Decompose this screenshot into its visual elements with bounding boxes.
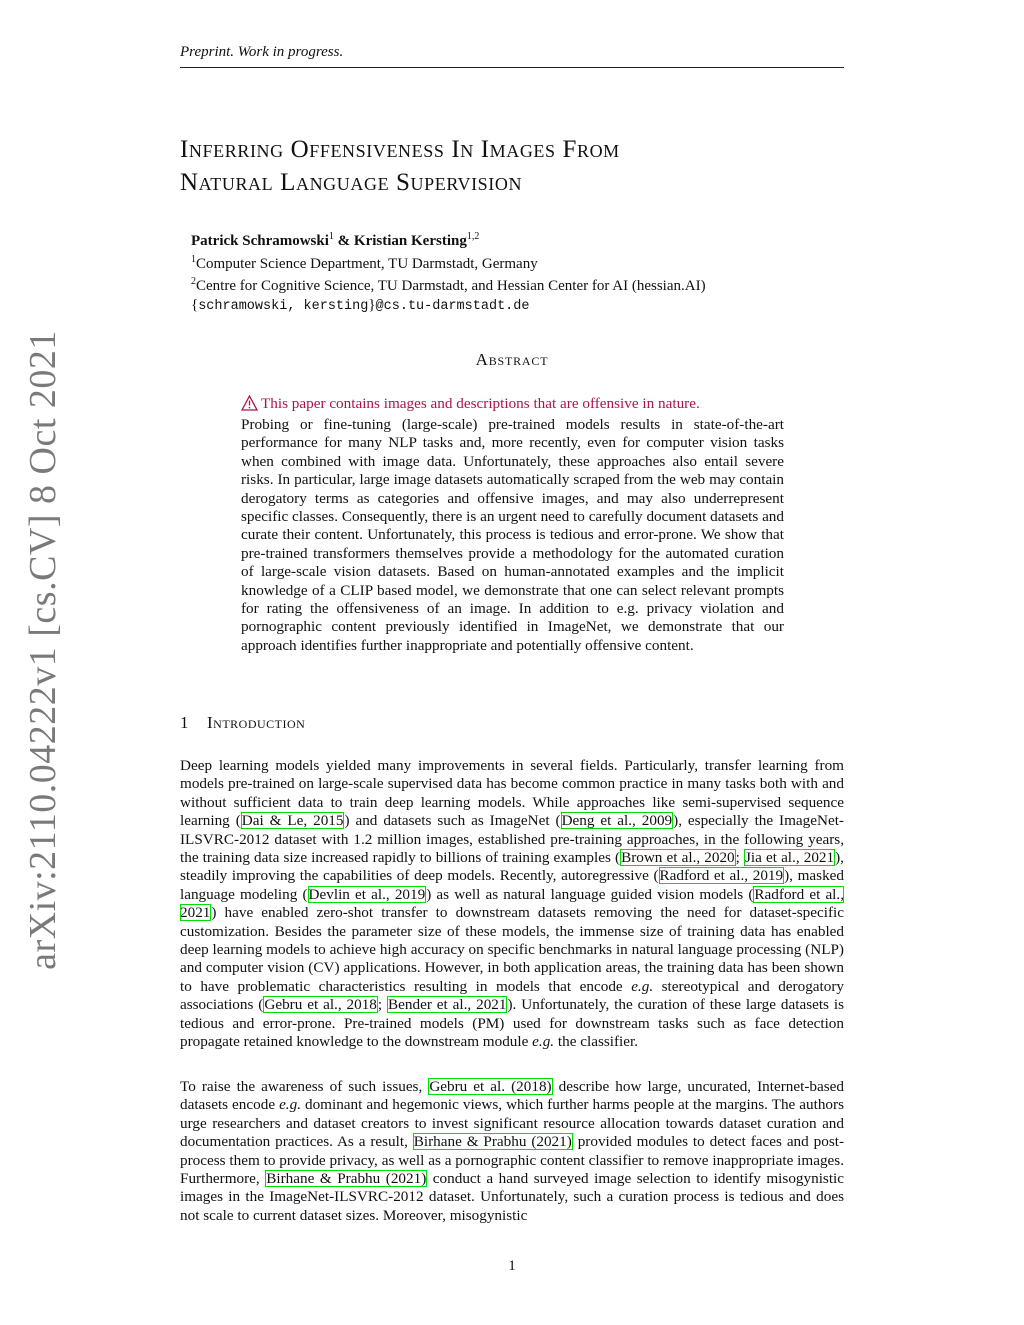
title-line-2: Natural Language Supervision xyxy=(180,169,523,196)
abstract-heading: Abstract xyxy=(475,350,549,369)
title-line-1: Inferring Offensiveness In Images From xyxy=(180,136,620,163)
text-run: ; xyxy=(377,996,388,1014)
citation-link[interactable]: Gebru et al., 2018 xyxy=(264,996,377,1014)
affiliation-1 xyxy=(191,251,706,274)
text-run: ; xyxy=(735,849,744,867)
text-run: To raise the awareness of such issues, xyxy=(180,1078,429,1095)
abstract-body: Probing or fine-tuning (large-scale) pre-trained models results in state-of-the-art performance for many NLP tasks and, more recently, even for computer vision tasks when combined with image data. Unfortunately, these approaches also entail severe risks. In particular, large image datasets automatically scraped from the web may contain derogatory terms as categories and offensive images, and may also underrepresent specific classes. Consequently, there is an urgent need to carefully document datasets and curate their content. Unfortunately, this process is tedious and error-prone. We show that pre-trained transformers themselves provide a methodology for the automated curation of large-scale vision datasets. Based on human-annotated examples and the implicit knowledge of a CLIP based model, we demonstrate that one can select relevant prompts for rating the offensiveness of an image. In addition to e.g. privacy violation and pornographic content previously identified in ImageNet, we demonstrate that our approach identifies further inappropriate and potentially offensive content. xyxy=(241,416,784,654)
paper-title xyxy=(180,133,844,199)
author-email xyxy=(191,296,706,317)
running-header: Preprint. Work in progress. xyxy=(180,44,844,68)
text-run: ), masked language modeling ( xyxy=(180,867,844,903)
affiliation-2-mark: 2 xyxy=(191,276,196,287)
citation-link[interactable]: Birhane & Prabhu (2021) xyxy=(413,1133,572,1151)
section-title: Introduction xyxy=(207,713,306,732)
email-brace-open: { xyxy=(191,296,199,313)
author-connector: & xyxy=(333,233,354,249)
email-domain: @cs.tu-darmstadt.de xyxy=(375,298,530,314)
text-run: Deep learning models yielded many improvements in several fields. Particularly, transfer learning from models pre-trained on large-scale supervised data has become common practice in many tasks both with and without sufficient data to train deep learning models. While approaches like semi-supervised sequence learning ( xyxy=(180,757,844,830)
text-run: dominant and hegemonic views, which further harms people at the margins. The authors urge researchers and dataset creators to invest significant resource allocation towards dataset curation and documentation practices. As a result, xyxy=(180,1096,844,1151)
citation-link[interactable]: Deng et al., 2009 xyxy=(561,812,673,830)
warning-triangle-icon xyxy=(241,395,258,411)
affiliation-1-text: Computer Science Department, TU Darmstadt, Germany xyxy=(196,255,538,272)
text-run: ) have enabled zero-shot transfer to downstream datasets removing the need for dataset-specific customization. Besides the parameter size of these models, the immense size of training data has enabled deep learning models to achieve high accuracy on specific benchmarks in natural language processing (NLP) and computer vision (CV) applications. However, in both application areas, the training data has been shown to have problematic characteristics resulting in models that encode xyxy=(180,904,844,995)
citation-link[interactable]: Jia et al., 2021 xyxy=(745,849,835,867)
author-names xyxy=(191,228,706,251)
arxiv-identifier: arXiv:2110.04222v1 [cs.CV] 8 Oct 2021 xyxy=(22,330,64,970)
citation-link[interactable]: Radford et al., 2021 xyxy=(180,885,844,922)
citation-link[interactable]: Brown et al., 2020 xyxy=(621,849,735,867)
author-1: Patrick Schramowski xyxy=(191,233,329,249)
affiliation-2-text: Centre for Cognitive Science, TU Darmstadt, and Hessian Center for AI (hessian.AI) xyxy=(196,278,706,294)
citation-link[interactable]: Bender et al., 2021 xyxy=(388,996,507,1014)
text-run: the classifier. xyxy=(554,1033,639,1051)
citation-link[interactable]: Devlin et al., 2019 xyxy=(308,885,426,903)
email-names: schramowski, kersting xyxy=(198,298,369,314)
citation-link[interactable]: Gebru et al. (2018) xyxy=(429,1078,552,1095)
intro-paragraph-2 xyxy=(180,1078,844,1225)
affiliation-2 xyxy=(191,273,706,296)
text-run: ). Unfortunately, the curation of these large datasets is tedious and error-prone. Pre-trained models (PM) used for downstream tasks such as face detection propagate retained knowledge to the downstream module xyxy=(180,996,844,1051)
email-brace-close: } xyxy=(368,296,376,313)
text-run: provided modules to detect faces and post-process them to provide privacy, as well as a pornographic content classifier to remove inappropriate images. Furthermore, xyxy=(180,1133,845,1188)
emphasis-eg: e.g. xyxy=(532,1033,555,1051)
section-number: 1 xyxy=(180,713,189,732)
emphasis-eg: e.g. xyxy=(631,977,654,995)
citation-link[interactable]: Birhane & Prabhu (2021) xyxy=(266,1170,427,1188)
text-run: conduct a hand surveyed image selection to identify misogynistic images in the ImageNet-ILSVRC-2012 dataset. Unfortunately, such a curation process is tedious and does not scale to current dataset sizes. Moreover, misogynistic xyxy=(180,1170,845,1224)
text-run: ), steadily improving the capabilities of deep models. Recently, autoregressive ( xyxy=(180,849,844,885)
page-number: 1 xyxy=(508,1258,516,1274)
author-2: Kristian Kersting xyxy=(353,233,467,249)
warning-text: This paper contains images and descriptions that are offensive in nature. xyxy=(261,395,700,412)
author-2-affil: 1,2 xyxy=(466,231,480,242)
emphasis-eg: e.g. xyxy=(279,1096,301,1114)
author-block xyxy=(191,228,706,316)
citation-link[interactable]: Dai & Le, 2015 xyxy=(241,812,344,830)
affiliation-1-mark: 1 xyxy=(191,253,196,265)
citation-link[interactable]: Radford et al., 2019 xyxy=(659,867,784,885)
text-run: ) and datasets such as ImageNet ( xyxy=(344,812,561,830)
intro-paragraph-1 xyxy=(180,757,844,1052)
author-1-affil: 1 xyxy=(328,231,334,242)
content-warning xyxy=(241,395,784,413)
section-heading-introduction xyxy=(180,713,305,733)
text-run: ), especially the ImageNet-ILSVRC-2012 dataset with 1.2 million images, established pre-training approaches, in the following years, the training data size increased rapidly to billions of training examples ( xyxy=(180,812,844,867)
text-run: ) as well as natural language guided vision models ( xyxy=(426,885,754,903)
text-run: describe how large, uncurated, Internet-based datasets encode xyxy=(180,1078,844,1114)
text-run: stereotypical and derogatory associations ( xyxy=(180,977,844,1014)
